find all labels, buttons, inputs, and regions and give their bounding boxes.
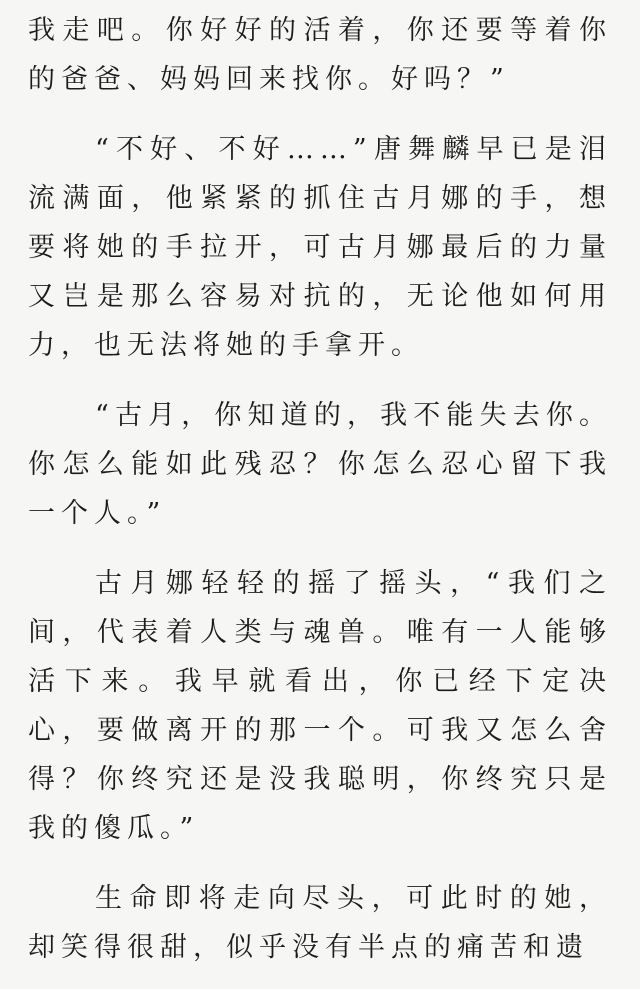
paragraph-2: “不好、不好……”唐舞麟早已是泪流满面，他紧紧的抓住古月娜的手，想要将她的手拉开，可古月娜最后的力量又岂是那么容易对抗的，无论他如何用力，也无法将她的手拿开。: [28, 134, 612, 361]
paragraph-1: 我走吧。你好好的活着，你还要等着你的爸爸、妈妈回来找你。好吗？”: [28, 15, 612, 95]
paragraph-4: 古月娜轻轻的摇了摇头，“我们之间，代表着人类与魂兽。唯有一人能够活下来。我早就看出，你已经下定决心，要做离开的那一个。可我又怎么舍得？你终究还是没我聪明，你终究只是我的傻瓜。”: [28, 568, 612, 844]
paragraph-3: “古月，你知道的，我不能失去你。你怎么能如此残忍？你怎么忍心留下我一个人。”: [28, 400, 612, 529]
paragraph-5: 生命即将走向尽头，可此时的她，却笑得很甜，似乎没有半点的痛苦和遗: [28, 883, 612, 963]
